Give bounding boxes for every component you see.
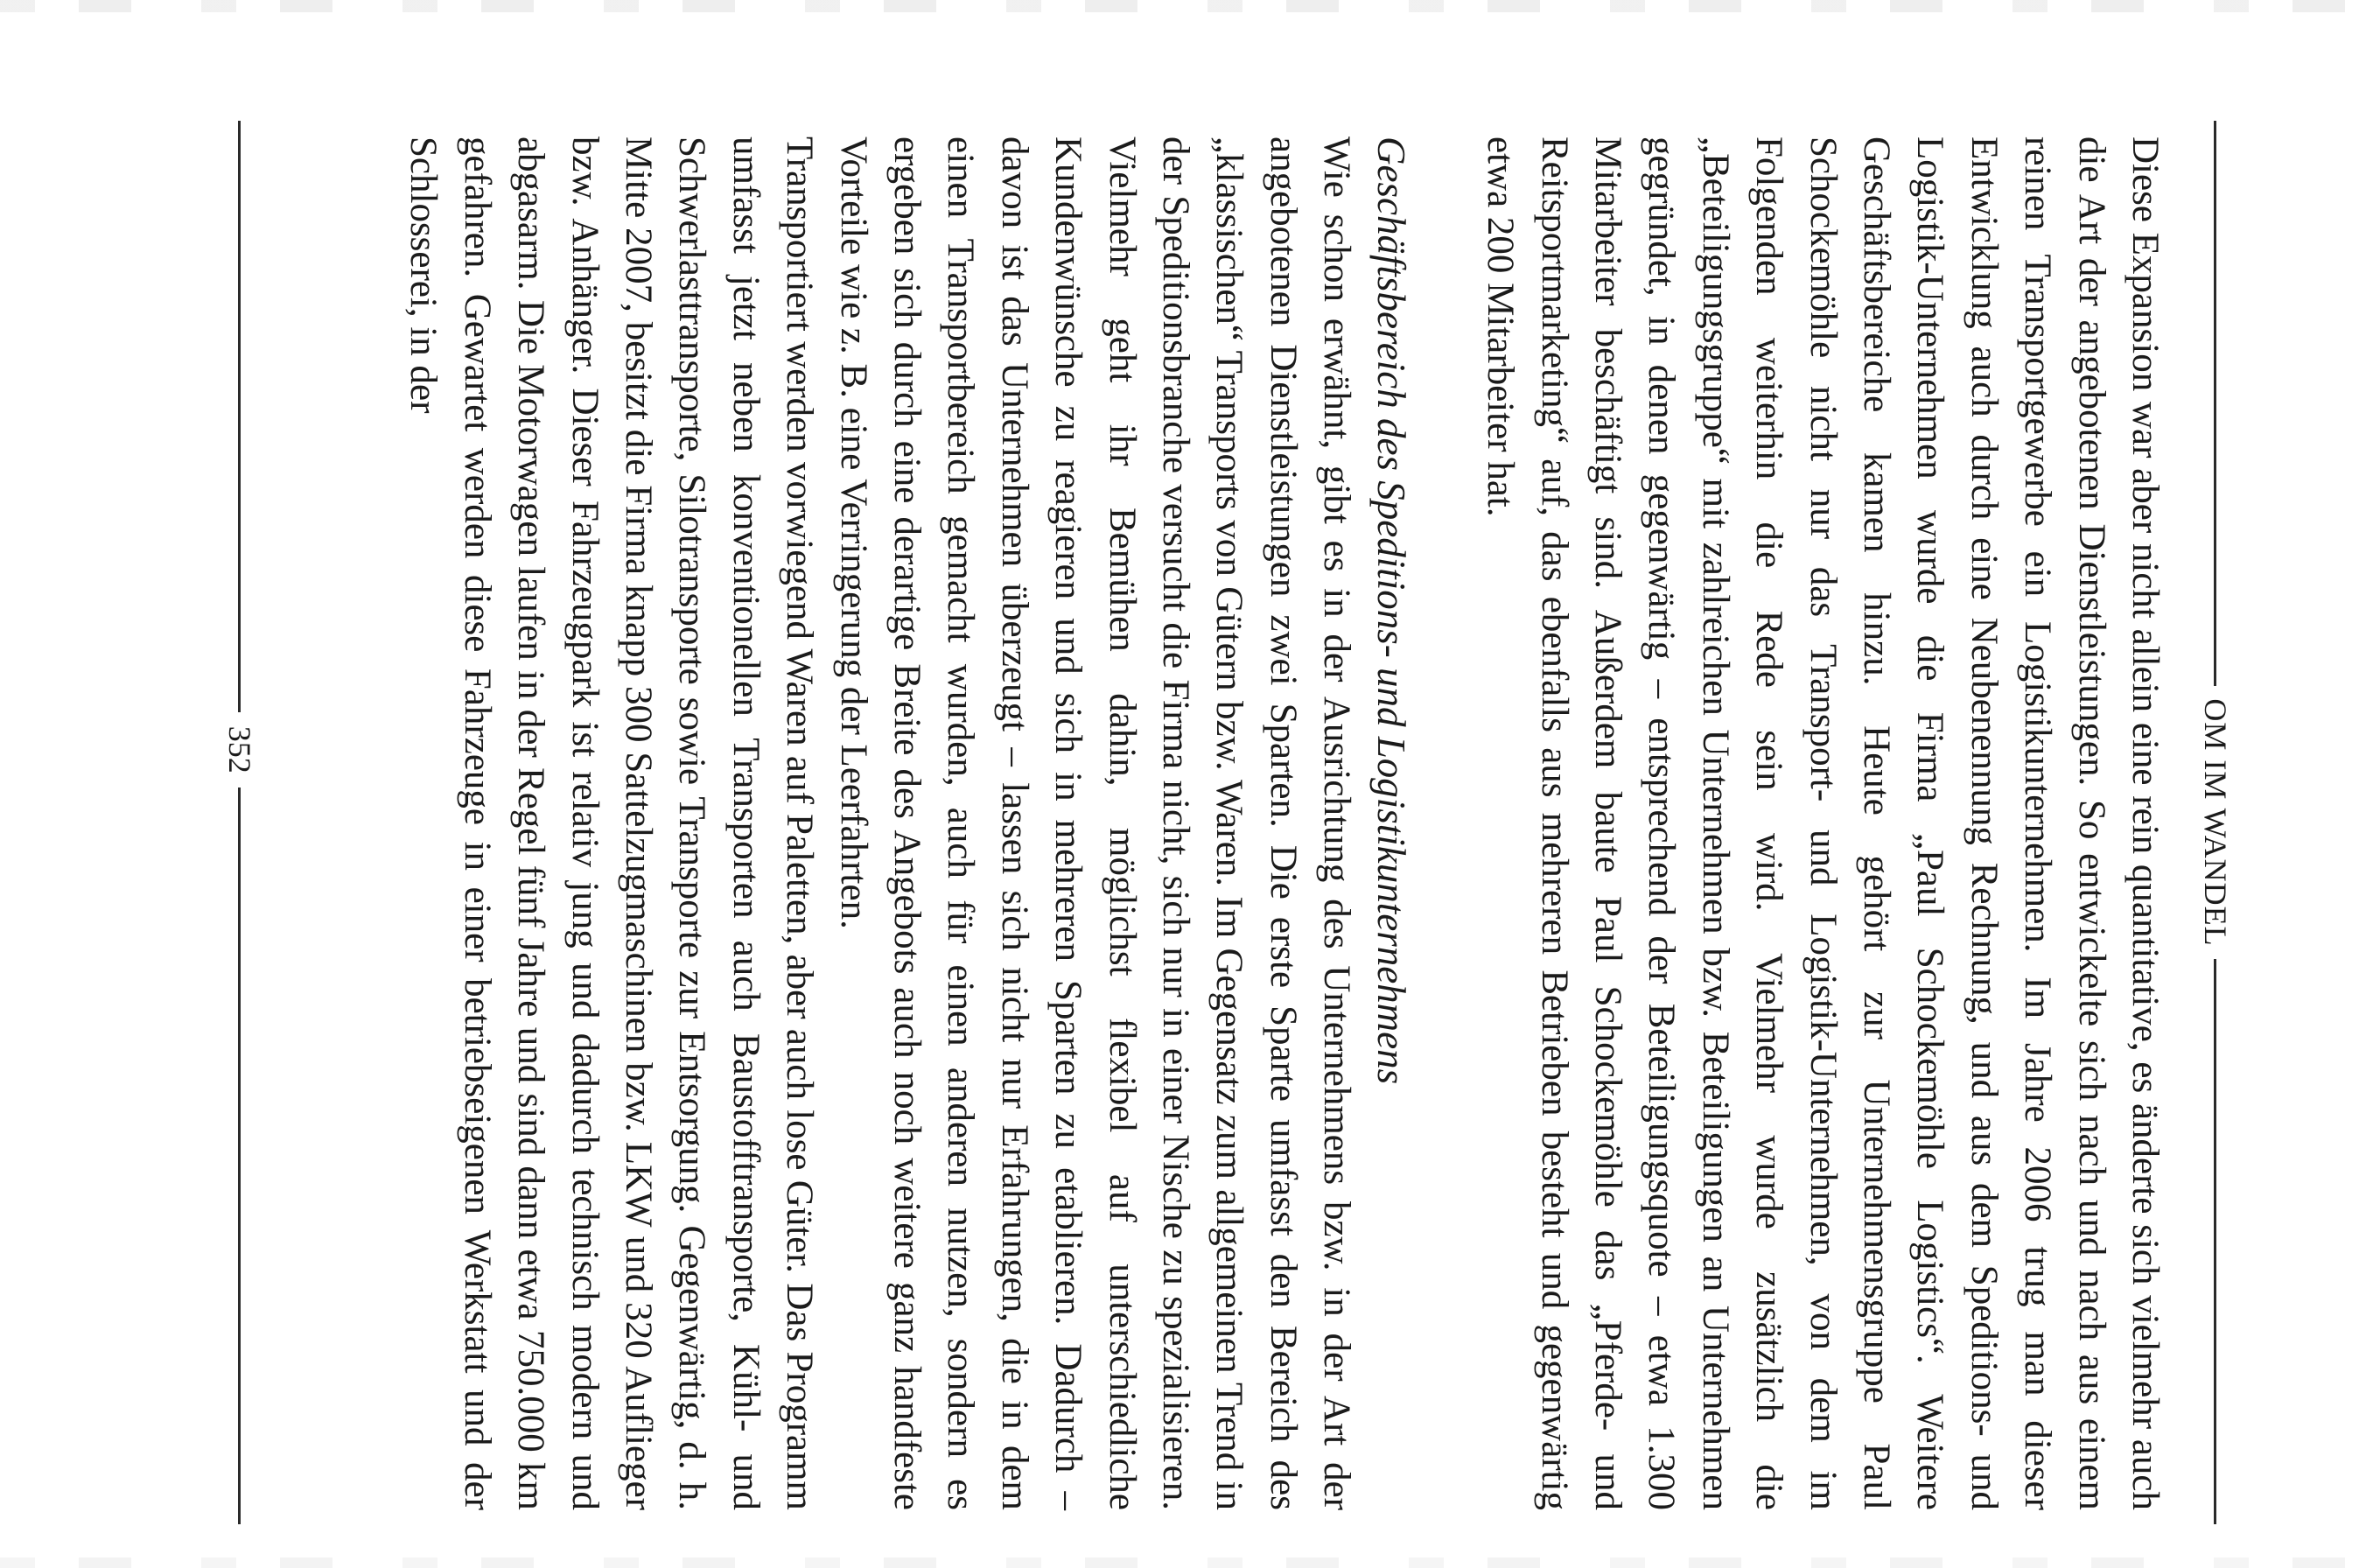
page-footer (214, 121, 266, 1524)
page-number: 352 (222, 725, 257, 774)
running-head-title: OM IM WANDEL (2198, 698, 2233, 947)
body-text (396, 136, 2172, 1510)
section-heading: Geschäftsbereich des Speditions- und Logistikunternehmens (1368, 136, 1413, 1085)
book-page (142, 121, 2242, 1524)
scan-edge-bottom (0, 1558, 2366, 1568)
paragraph-transport: Transportiert werden vorwiegend Waren auf Paletten, aber auch lose Güter. Das Programm umfasst jetzt neben konventionellen Transporten auch Baustofftransporte, Kühl- und Schwerlasttransporte, Silotransporte sowie Transporte zur Entsorgung. Gegenwärtig, d. h. Mitte 2007, besitzt die Firma knapp 300 Sattelzugmaschinen bzw. LKW und 320 Auflieger bzw. Anhänger. Dieser Fahrzeugpark ist relativ jung und dadurch technisch modern und abgasarm. Die Motorwagen laufen in der Regel fünf Jahre und sind dann etwa 750.000 km gefahren. Gewartet werden diese Fahrzeuge in einer betriebseigenen Werkstatt und der Schlosserei, in der (402, 136, 821, 1510)
paragraph-expansion: Diese Expansion war aber nicht allein eine rein quantitative, es änderte sich vielmehr auch die Art der angebotenen Dienstleistungen. So entwickelte sich nach und nach aus einem reinen Transportgewerbe ein Logistikunternehmen. Im Jahre 2006 trug man dieser Entwicklung auch durch eine Neubenennung Rechnung, und aus dem Speditions- und Logistik-Unternehmen wurde die Firma „Paul Schockemöhle Logistics“. Weitere Geschäftsbereiche kamen hinzu. Heute gehört zur Unternehmensgruppe Paul Schockemöhle nicht nur das Transport- und Logistik-Unternehmen, von dem im Folgenden weiterhin die Rede sein wird. Vielmehr wurde zusätzlich die „Beteiligungsgruppe“ mit zahlreichen Unternehmen bzw. Beteiligungen an Unternehmen gegründet, in denen gegenwärtig – entsprechend der Beteiligungsquote – etwa 1.300 Mitarbeiter beschäftigt sind. Außerdem baute Paul Schockemöhle das „Pferde- und Reitsportmarketing“ auf, das ebenfalls aus mehreren Betrieben besteht und gegenwärtig etwa 200 Mitarbeiter hat. (1480, 136, 2166, 1510)
paragraph-sparten: Wie schon erwähnt, gibt es in der Ausrichtung des Unternehmens bzw. in der Art der angebotenen Dienstleistungen zwei Sparten. Die erste Sparte umfasst den Bereich des „klassischen“ Transports von Gütern bzw. Waren. Im Gegensatz zum allgemeinen Trend in der Speditionsbranche versucht die Firma nicht, sich nur in einer Nische zu spezialisieren. Vielmehr geht ihr Bemühen dahin, möglichst flexibel auf unterschiedliche Kundenwünsche zu reagieren und sich in mehreren Sparten zu etablieren. Dadurch – davon ist das Unternehmen überzeugt – lassen sich nicht nur Erfahrungen, die in dem einen Transportbereich gemacht wurden, auch für einen anderen nutzen, sondern es ergeben sich durch eine derartige Breite des Angebots auch noch weitere ganz handfeste Vorteile wie z. B. eine Verringerung der Leerfahrten. (832, 136, 1358, 1510)
footer-rule-right (239, 788, 242, 1524)
scan-edge-top (0, 0, 2366, 12)
header-rule-left (2215, 121, 2217, 686)
header-rule-right (2215, 959, 2217, 1524)
footer-rule-left (239, 121, 242, 712)
running-head (2189, 121, 2242, 1524)
